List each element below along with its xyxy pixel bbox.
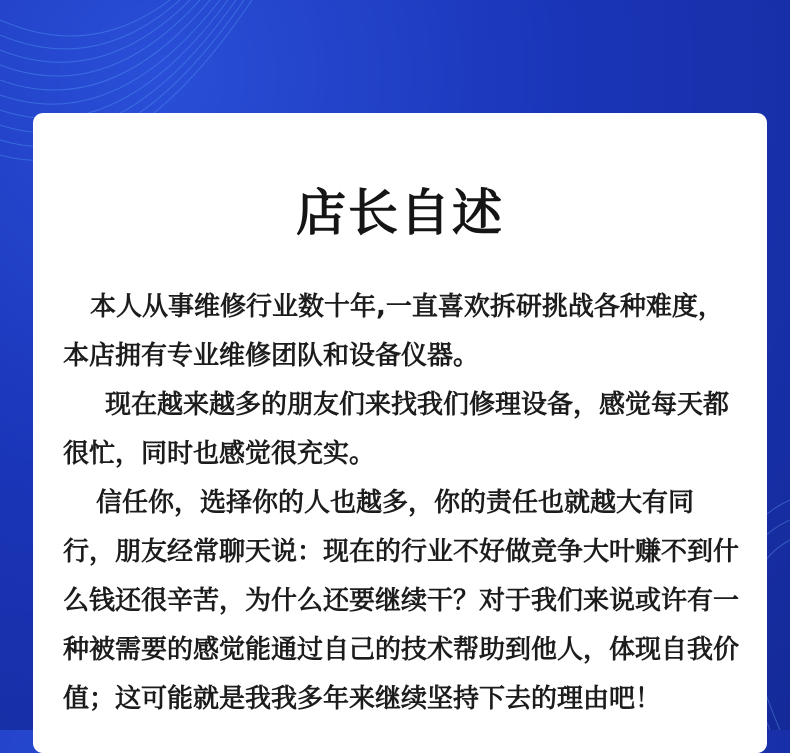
content-card	[33, 113, 767, 753]
paragraph-busy: 现在越来越多的朋友们来找我们修理设备，感觉每天都很忙，同时也感觉很充实。	[63, 390, 730, 469]
paragraph-intro: 本人从事维修行业数十年,一直喜欢拆研挑战各种难度，本店拥有专业维修团队和设备仪器。	[63, 292, 724, 371]
story-body	[63, 283, 743, 724]
page-title: 店长自述	[296, 184, 504, 242]
paragraph-trust: 信任你，选择你的人也越多，你的责任也就越大有同行，朋友经常聊天说：现在的行业不好做竞争大叶赚不到什么钱还很辛苦，为什么还要继续干？对于我们来说或许有一种被需要的感觉能通过自己的技术帮助到他人，体现自我价值；这可能就是我我多年来继续坚持下去的理由吧！	[63, 488, 740, 714]
